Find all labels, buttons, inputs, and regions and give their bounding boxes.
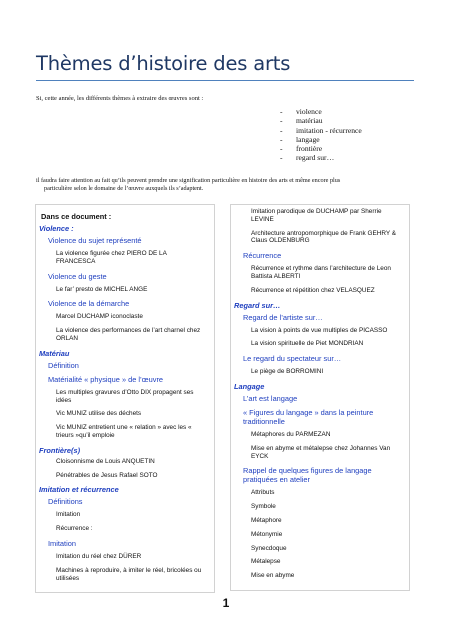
list-dash: - <box>280 144 283 154</box>
theme-label: violence <box>296 107 322 116</box>
intro-text: Si, cette année, les différents thèmes à extraire des œuvres sont : <box>36 95 204 102</box>
toc-entry-link[interactable]: Métonymie <box>251 530 283 538</box>
title-rule <box>36 80 414 81</box>
page-number: 1 <box>222 596 230 610</box>
toc-section-link[interactable]: Frontière(s) <box>39 445 81 455</box>
toc-entry-link[interactable]: Métaphore <box>251 516 282 524</box>
toc-section-link[interactable]: Langage <box>234 381 265 391</box>
theme-item <box>280 135 362 144</box>
theme-item <box>280 116 362 125</box>
toc-right-column <box>230 204 410 591</box>
toc-entry-link[interactable]: La vision à points de vue multiples de PICASSO <box>251 326 388 334</box>
toc-entry-link[interactable]: Le far’ presto de MICHEL ANGE <box>56 285 148 293</box>
toc-entry-link[interactable]: Récurrence et répétition chez VELASQUEZ <box>251 286 375 294</box>
toc-section-link[interactable]: Imitation et récurrence <box>39 485 119 495</box>
toc-entry-link[interactable]: Imitation parodique de DUCHAMP par Sherrie LEVINE <box>251 208 382 223</box>
toc-section-link[interactable]: Matériau <box>39 348 70 358</box>
note-line-2: particulière selon le domaine de l’œuvre auxquels ils s’adaptent. <box>44 185 204 193</box>
list-dash: - <box>280 125 283 135</box>
toc-entry-link[interactable]: Mise en abyme <box>251 572 295 580</box>
toc-subsection-link[interactable]: Imitation <box>48 538 76 548</box>
theme-label: frontière <box>296 144 323 154</box>
toc-entry-link[interactable]: Marcel DUCHAMP iconoclaste <box>56 313 143 321</box>
toc-subsection-link[interactable]: Violence du sujet représenté <box>48 236 142 245</box>
toc-entry-link[interactable]: Attributs <box>251 489 275 497</box>
toc-subsection-link[interactable]: Violence de la démarche <box>48 299 130 309</box>
list-dash: - <box>280 134 283 144</box>
toc-entry-link[interactable]: Métalepse <box>251 558 281 566</box>
theme-item <box>280 126 362 135</box>
toc-entry-link[interactable]: Récurrence et rythme dans l’architecture de Leon Battista ALBERTI <box>251 265 391 280</box>
toc-entry-link[interactable]: Récurrence : <box>56 525 93 533</box>
toc-entry-link[interactable]: La violence figurée chez PIERO DE LA FRANCESCA <box>56 250 167 265</box>
theme-label: matériau <box>296 116 323 126</box>
toc-entry-link[interactable]: Symbole <box>251 503 276 511</box>
note-paragraph <box>36 177 416 193</box>
list-dash: - <box>280 153 283 163</box>
toc-entry-link[interactable]: Vic MUNIZ entretient une « relation » avec les « trieurs »qu’il emploie <box>56 424 192 439</box>
toc-entry-link[interactable]: Mise en abyme et métalepse chez Johannes Van EYCK <box>251 444 391 460</box>
toc-heading: Dans ce document : <box>41 212 112 221</box>
toc-entry-link[interactable]: Imitation <box>56 511 81 519</box>
toc-section-link[interactable]: Regard sur… <box>234 300 281 310</box>
theme-label: imitation - récurrence <box>296 125 362 135</box>
toc-subsection-link[interactable]: Rappel de quelques figures de langage pratiquées en atelier <box>243 466 372 485</box>
page-title: Thèmes d’histoire des arts <box>36 52 291 75</box>
toc-entry-link[interactable]: Les multiples gravures d’Otto DIX propagent ses idées <box>56 388 194 404</box>
toc-right-list <box>231 208 409 580</box>
toc-entry-link[interactable]: Machines à reproduire, à imiter le réel, bricolées ou utilisées <box>56 566 202 582</box>
list-dash: - <box>280 116 283 126</box>
toc-left-list <box>36 224 214 582</box>
toc-entry-link[interactable]: Pénétrables de Jesus Rafael SOTO <box>56 471 158 479</box>
theme-item <box>280 153 362 162</box>
list-dash: - <box>280 107 283 116</box>
theme-label: langage <box>296 134 320 144</box>
theme-item <box>280 107 362 116</box>
toc-left-column <box>35 204 215 593</box>
toc-subsection-link[interactable]: L’art est langage <box>243 393 298 403</box>
toc-entry-link[interactable]: Synecdoque <box>251 544 287 552</box>
toc-entry-link[interactable]: Métaphores du PARMEZAN <box>251 430 331 438</box>
toc-subsection-link[interactable]: Violence du geste <box>48 271 107 281</box>
toc-subsection-link[interactable]: Regard de l’artiste sur… <box>243 312 323 322</box>
toc-subsection-link[interactable]: Récurrence <box>243 251 282 261</box>
toc-section-link[interactable]: Violence : <box>39 224 74 233</box>
toc-entry-link[interactable]: Vic MUNIZ utilise des déchets <box>56 410 142 418</box>
toc-entry-link[interactable]: Cloisonnisme de Louis ANQUETIN <box>56 457 155 465</box>
toc-subsection-link[interactable]: Définition <box>48 360 79 370</box>
toc-entry-link[interactable]: Le piège de BORROMINI <box>251 368 324 376</box>
toc-entry-link[interactable]: La violence des performances de l’art charnel chez ORLAN <box>56 327 201 342</box>
toc-subsection-link[interactable]: Définitions <box>48 497 83 507</box>
toc-subsection-link[interactable]: « Figures du langage » dans la peinture traditionnelle <box>243 407 374 426</box>
note-line-1: il faudra faire attention au fait qu’ils peuvent prendre une signification particulière en histoire des arts et même encore plus <box>36 177 341 184</box>
toc-entry-link[interactable]: Architecture antropomorphique de Frank GEHRY & Claus OLDENBURG <box>251 229 397 245</box>
toc-subsection-link[interactable]: Le regard du spectateur sur… <box>243 354 342 364</box>
toc-entry-link[interactable]: La vision spirituelle de Piet MONDRIAN <box>251 340 364 348</box>
theme-item <box>280 144 362 153</box>
toc-subsection-link[interactable]: Matérialité « physique » de l’œuvre <box>48 374 164 384</box>
theme-label: regard sur… <box>296 153 335 163</box>
toc-entry-link[interactable]: Imitation du réel chez DÜRER <box>56 552 142 560</box>
themes-list <box>280 107 362 163</box>
